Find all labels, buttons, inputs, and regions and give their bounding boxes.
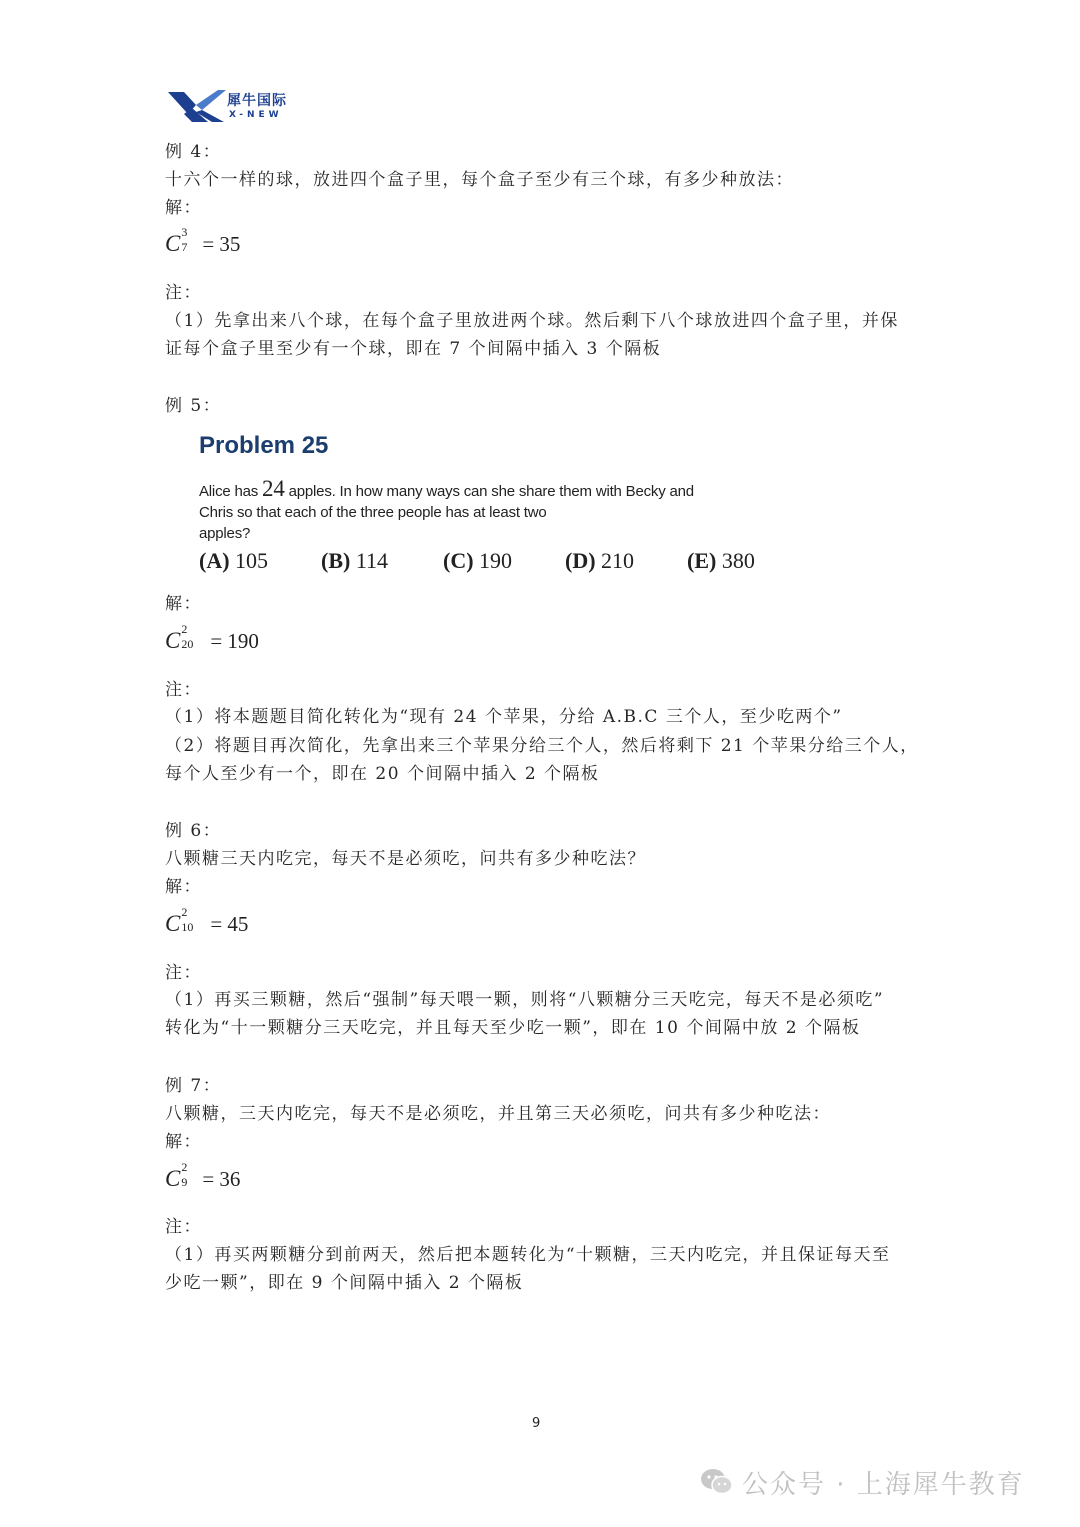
- formula-sub: 7: [181, 240, 188, 254]
- choice-d: (D) 210: [565, 548, 635, 573]
- ex5-solution-label: 解：: [165, 594, 202, 614]
- logo-brand-text: 犀牛国际: [227, 93, 287, 109]
- ex5-formula: C 2 20 = 190: [165, 622, 259, 653]
- watermark: [700, 1462, 1025, 1502]
- ex6-label: 例 6：: [165, 821, 222, 841]
- choice-a: (A) 105: [199, 548, 269, 573]
- ex7-note-line-1: （1）再买两颗糖分到前两天，然后把本题转化为“十颗糖，三天内吃完，并且保证每天至: [165, 1245, 891, 1265]
- ex4-question: 十六个一样的球，放进四个盒子里，每个盒子至少有三个球，有多少种放法：: [165, 170, 794, 190]
- ex4-label: 例 4：: [165, 142, 222, 162]
- ex4-note-line-1: （1）先拿出来八个球，在每个盒子里放进两个球。然后剩下八个球放进四个盒子里，并保: [165, 311, 899, 331]
- formula-base: C: [165, 231, 181, 256]
- choice-c: (C) 190: [443, 548, 513, 573]
- problem-line-3: apples?: [199, 525, 251, 542]
- ex5-label: 例 5：: [165, 396, 222, 416]
- ex7-formula: C 2 9 = 36: [165, 1160, 241, 1191]
- ex4-solution-label: 解：: [165, 198, 202, 218]
- ex7-note-label: 注：: [165, 1217, 202, 1237]
- formula-rhs: = 35: [202, 232, 241, 256]
- problem-line-2: Chris so that each of the three people has at least two: [199, 504, 547, 521]
- choice-b: (B) 114: [321, 548, 389, 573]
- problem-title: Problem 25: [199, 432, 329, 459]
- ex5-note-label: 注：: [165, 680, 202, 700]
- ex6-note-line-2: 转化为“十一颗糖分三天吃完，并且每天至少吃一颗”，即在 10 个间隔中放 2 个隔板: [165, 1018, 861, 1038]
- watermark-text: 公众号 · 上海犀牛教育: [742, 1469, 1025, 1500]
- ex5-note-line-3: 每个人至少有一个，即在 20 个间隔中插入 2 个隔板: [165, 764, 600, 784]
- ex6-note-line-1: （1）再买三颗糖，然后“强制”每天喂一颗，则将“八颗糖分三天吃完，每天不是必须吃”: [165, 990, 885, 1010]
- ex7-solution-label: 解：: [165, 1132, 202, 1152]
- logo-sub-text: X-NEW: [229, 110, 283, 120]
- ex7-note-line-2: 少吃一颗”，即在 9 个间隔中插入 2 个隔板: [165, 1273, 524, 1293]
- ex5-note-line-2: （2）将题目再次简化，先拿出来三个苹果分给三个人，然后将剩下 21 个苹果分给三个人，: [165, 736, 919, 756]
- wechat-icon: [700, 1467, 734, 1497]
- ex4-note-line-2: 证每个盒子里至少有一个球，即在 7 个间隔中插入 3 个隔板: [165, 339, 662, 359]
- ex6-formula: C 2 10 = 45: [165, 905, 249, 936]
- choice-e: (E) 380: [687, 548, 755, 573]
- ex6-note-label: 注：: [165, 963, 202, 983]
- ex5-note-line-1: （1）将本题题目简化转化为“现有 24 个苹果，分给 A.B.C 三个人，至少吃两个”: [165, 707, 843, 727]
- ex6-solution-label: 解：: [165, 877, 202, 897]
- ex4-note-label: 注：: [165, 283, 202, 303]
- ex6-question: 八颗糖三天内吃完，每天不是必须吃，问共有多少种吃法？: [165, 849, 646, 869]
- page-number: 9: [532, 1416, 541, 1431]
- ex7-label: 例 7：: [165, 1076, 222, 1096]
- ex7-question: 八颗糖，三天内吃完，每天不是必须吃，并且第三天必须吃，问共有多少种吃法：: [165, 1104, 831, 1124]
- ex4-formula: [165, 225, 241, 257]
- problem-line-1: Alice has 24 apples. In how many ways can she share them with Becky and: [199, 476, 694, 501]
- formula-sup: 3: [181, 225, 188, 239]
